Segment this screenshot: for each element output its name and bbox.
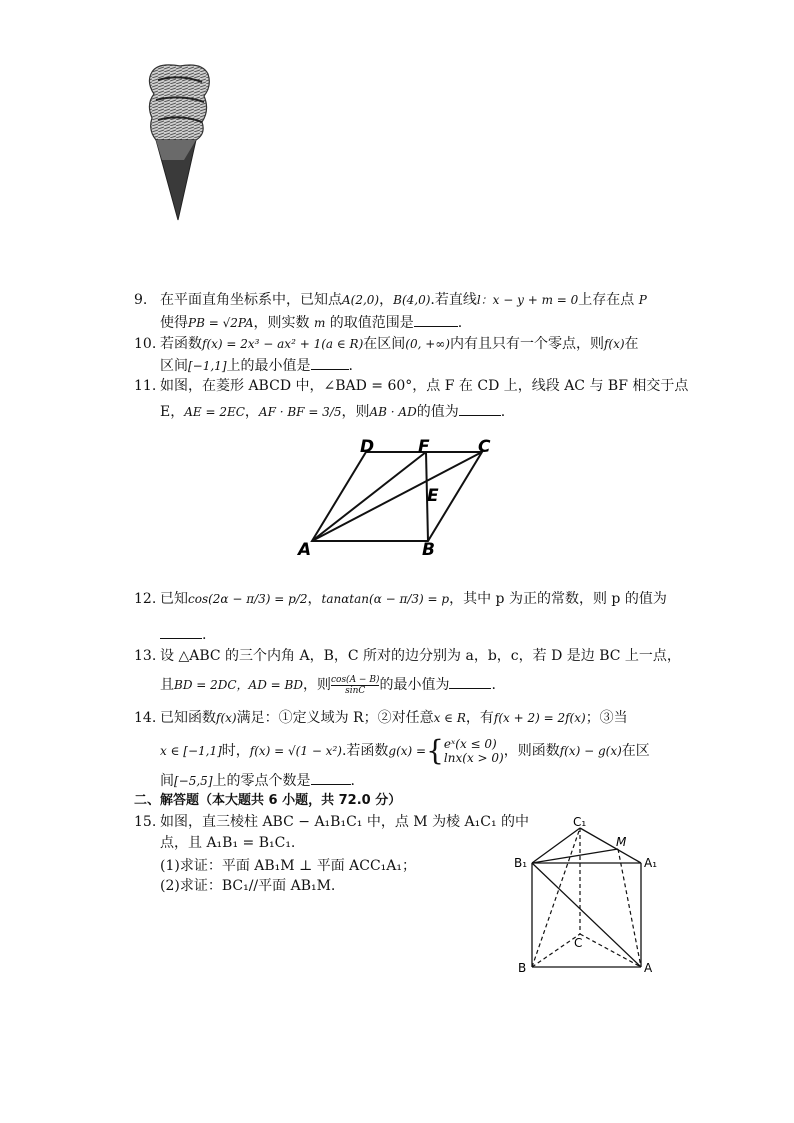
question-13-number: 13. [134,648,157,664]
q10-text: 在 [624,336,639,352]
q14-f-def: f(x) = √(1 − x²) [249,744,342,758]
label-e: E [427,486,439,506]
question-11-line-2 [160,401,505,422]
label-f: F [418,437,430,457]
q11-vector-1: AE = 2EC [184,405,245,419]
q12-sep: ， [307,591,322,607]
question-13-line-1: 设 △ABC 的三个内角 A，B，C 所对的边分别为 a，b，c，若 D 是边 BC 上一点， [160,648,681,664]
answer-blank [311,355,349,370]
q14-text: 在区 [621,743,650,759]
answer-blank [414,312,458,327]
q14-text: 已知函数 [160,710,216,726]
q9-point-p: P [638,293,647,307]
period: . [500,404,506,420]
q10-fx: f(x) [603,337,625,351]
question-9-line-2 [160,312,462,333]
cone-illustration [140,60,220,225]
q9-text: ，则实数 [253,315,310,331]
question-10-line-2 [160,355,353,376]
q10-text: 上的最小值是 [226,358,311,374]
label-a: A [644,961,653,975]
q14-fg: f(x) − g(x) [559,744,622,758]
q13-fraction-denominator: sinC [345,685,366,696]
question-12-number: 12. [134,591,157,607]
q10-interval: (0, +∞) [405,337,450,351]
label-c: C [478,437,491,457]
q12-text: ，其中 p 为正的常数，则 p 的值为 [449,591,667,607]
q14-g: g(x) = [388,744,427,758]
q14-piece-2: lnx(x > 0) [443,751,504,765]
rhombus-figure [290,435,510,560]
question-13-line-2 [160,674,496,696]
q9-point-a: A(2,0) [342,293,380,307]
question-15-part-2: (2)求证：BC₁//平面 AB₁M. [160,878,336,894]
q12-equation-2: tanαtan(α − π/3) = p [321,592,450,606]
brace-icon: { [426,734,444,767]
q9-sep: ， [379,292,394,308]
prism-figure [510,812,660,977]
q13-fraction [331,675,379,696]
q14-text: 满足：①定义域为 R；②对任意 [236,710,434,726]
label-a1: A₁ [644,856,658,870]
q9-text: 在平面直角坐标系中，已知点 [160,292,342,308]
label-b1: B₁ [514,856,528,870]
question-10-number: 10. [134,336,157,352]
label-d: D [360,437,375,457]
q9-var-m: m [313,316,326,330]
q11-vector-3: AB · AD [369,405,417,419]
q9-text: 使得 [160,315,188,331]
question-14-line-1 [160,708,628,728]
q14-text: ，则函数 [503,743,560,759]
q10-text: 若函数 [160,336,202,352]
q14-piecewise [444,737,504,765]
q11-text: E， [160,404,185,420]
q14-interval: x ∈ [−1,1] [160,744,222,758]
q9-text: 上存在点 [578,292,635,308]
period: . [202,627,207,643]
q10-function: f(x) = 2x³ − ax² + 1(a ∈ R) [202,337,364,351]
q9-text: .若直线 [430,292,477,308]
answer-blank [160,624,202,639]
question-15-line-1: 如图，直三棱柱 ABC − A₁B₁C₁ 中，点 M 为棱 A₁C₁ 的中 [160,814,530,830]
q10-text: 在区间 [363,336,406,352]
q11-text: 的值为 [416,404,459,420]
label-b: B [518,961,527,975]
question-10-line-1 [160,334,639,354]
q14-fx: f(x) [216,711,237,725]
label-m: M [616,835,627,849]
q10-interval-2: [−1,1] [188,359,227,373]
q14-text: ，有 [465,710,494,726]
question-15-part-1: (1)求证：平面 AB₁M ⊥ 平面 ACC₁A₁； [160,858,417,874]
q9-text: 的取值范围是 [329,315,414,331]
q14-text: .若函数 [341,743,389,759]
period: . [350,773,355,789]
q14-text: 时， [221,743,250,759]
question-14-line-3 [160,770,355,791]
section-heading: 二、解答题（本大题共 6 小题，共 72.0 分） [134,793,402,808]
q14-domain: x ∈ R [433,711,466,725]
q9-point-b: B(4,0) [393,293,431,307]
q14-text: ；③当 [585,710,628,726]
q10-text: 区间 [160,358,188,374]
q12-text: 已知 [160,591,188,607]
answer-blank [311,770,351,785]
question-9-line-1 [160,290,647,310]
label-b: B [422,540,435,560]
label-c: C [574,936,583,950]
q11-vector-2: AF · BF = 3/5 [258,405,342,419]
question-9-number: 9. [134,292,148,308]
q13-fraction-numerator: cos(A − B) [330,674,380,685]
q13-text: 的最小值为 [379,677,450,693]
q11-sep: ， [244,404,259,420]
q13-text: 且 [160,677,174,693]
q10-text: 内有且只有一个零点，则 [449,336,604,352]
q14-piece-1: eˣ(x ≤ 0) [443,737,497,751]
question-12-line-1 [160,589,667,609]
question-11-number: 11. [134,378,157,394]
question-15-line-2: 点，且 A₁B₁ = B₁C₁. [160,835,296,851]
question-15-number: 15. [134,814,157,830]
q9-line-eq: l：x − y + m = 0 [476,293,579,307]
answer-blank [459,401,501,416]
label-a: A [298,540,312,560]
q9-condition: PB = √2PA [188,316,254,330]
q14-text: 上的零点个数是 [212,773,311,789]
question-14-line-2 [160,734,650,767]
q14-interval-2: [−5,5] [174,774,213,788]
q13-condition: BD = 2DC，AD = BD [174,678,303,692]
label-c1: C₁ [573,815,587,829]
period: . [457,315,463,331]
period: . [348,358,353,374]
q11-text: ，则 [341,404,370,420]
answer-blank [449,674,491,689]
question-12-line-2 [160,624,206,645]
q13-text: ，则 [302,677,331,693]
q14-text: 间 [160,773,174,789]
question-14-number: 14. [134,710,157,726]
q14-relation: f(x + 2) = 2f(x) [493,711,586,725]
question-11-line-1: 如图，在菱形 ABCD 中，∠BAD = 60°，点 F 在 CD 上，线段 AC 与 BF 相交于点 [160,378,689,394]
period: . [491,677,496,693]
q12-equation-1: cos(2α − π/3) = p/2 [188,592,308,606]
